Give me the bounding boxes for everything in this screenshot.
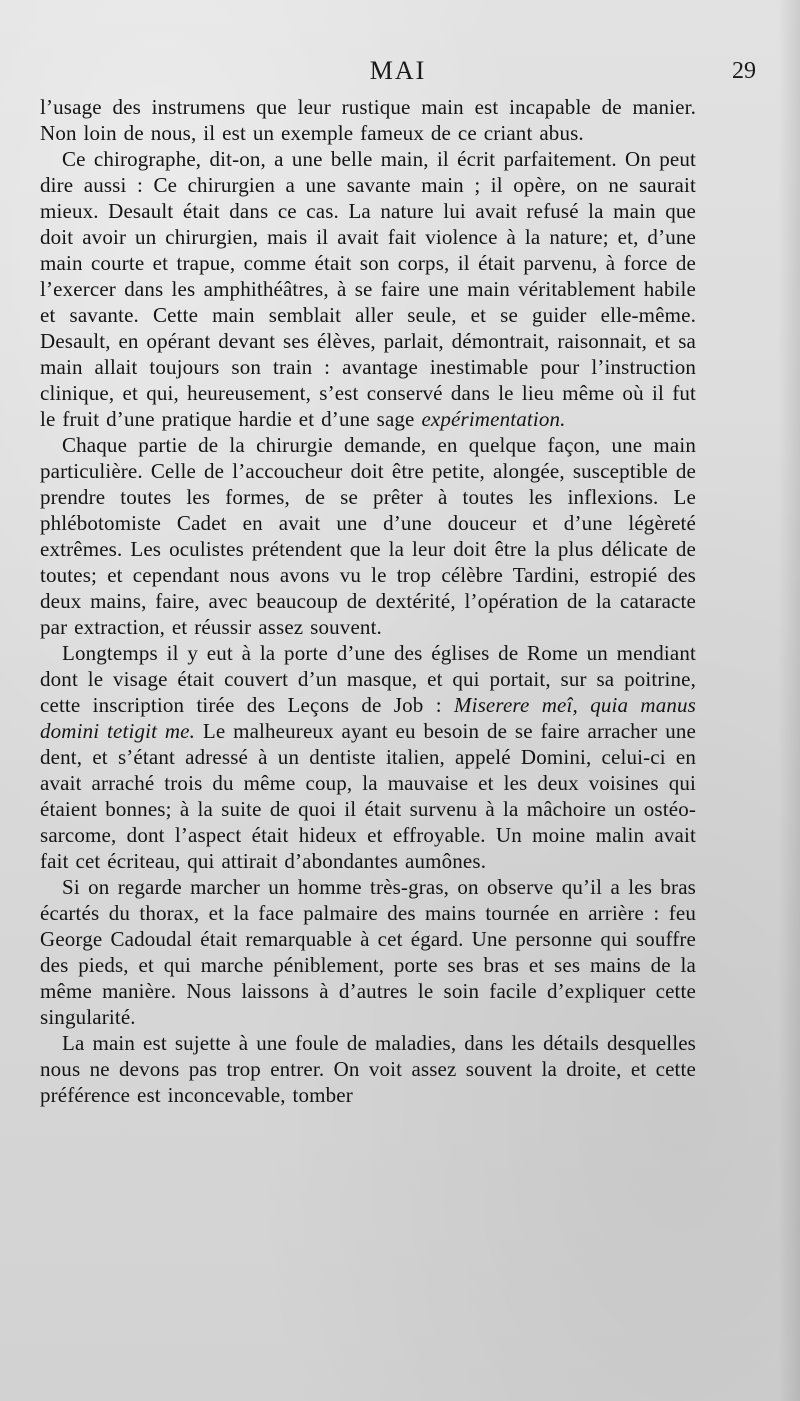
page-edge-shadow (778, 0, 800, 1401)
paragraph-continuation (40, 94, 696, 146)
paragraph-text: La main est sujette à une foule de maladies, dans les détails desquelles nous ne devons pas trop entrer. On voit assez souvent la droite, et cette préférence est inconcevable, tomber (40, 1031, 696, 1107)
paragraph-rome (40, 640, 696, 874)
paragraph-text: l’usage des instrumens que leur rustique main est incapable de manier. Non loin de nous, il est un exemple fameux de ce criant abus. (40, 95, 696, 145)
body-text (40, 94, 696, 1108)
paragraph-text: Chaque partie de la chirurgie demande, en quelque façon, une main particulière. Celle de l’accoucheur doit être petite, alongée, susceptible de prendre toutes les formes, de se prêter à toutes les inflexions. Le phlébotomiste Cadet en avait une d’une douceur et d’une légèreté extrêmes. Les oculistes prétendent que la leur doit être la plus délicate de toutes; et cependant nous avons vu le trop célèbre Tardini, estropié des deux mains, faire, avec beaucoup de dextérité, l’opération de la cataracte par extraction, et réussir assez souvent. (40, 433, 696, 639)
page-number: 29 (732, 58, 756, 84)
paragraph-text: Si on regarde marcher un homme très-gras, on observe qu’il a les bras écartés du thorax, et la face palmaire des mains tournée en arrière : feu George Cadoudal était remarquable à cet égard. Une personne qui souffre des pieds, et qui marche péniblement, porte ses bras et ses mains de la même manière. Nous laissons à d’autres le soin facile d’expliquer cette singularité. (40, 875, 696, 1029)
paragraph-tres-gras (40, 874, 696, 1030)
italic-quote: Miserere meî, quia manus domini tetigit me. (40, 693, 697, 743)
running-head: MAI (369, 56, 427, 85)
paragraph-text-after: Le malheureux ayant eu besoin de se faire arracher une dent, et s’étant adressé à un dentiste italien, appelé Domini, celui-ci en avait arraché trois du même coup, la mauvaise et les deux voisines qui étaient bonnes; à la suite de quoi il était survenu à la mâchoire un ostéo-sarcome, dont l’aspect était hideux et effroyable. Un moine malin avait fait cet écriteau, qui attirait d’abondantes aumônes. (40, 719, 697, 873)
paragraph-chirurgie (40, 432, 696, 640)
italic-phrase: expérimentation. (421, 407, 566, 431)
paragraph-desault (40, 146, 696, 432)
paragraph-text: Longtemps il y eut à la porte d’une des églises de Rome un mendiant dont le visage était couvert d’un masque, et qui portait, sur sa poitrine, cette inscription tirée des Leçons de Job : (40, 641, 696, 717)
paragraph-text: Ce chirographe, dit-on, a une belle main, il écrit parfaitement. On peut dire aussi : Ce chirurgien a une savante main ; il opère, on ne saurait mieux. Desault était dans ce cas. La nature lui avait refusé la main que doit avoir un chirurgien, mais il avait fait violence à la nature; et, d’une main courte et trapue, comme était son corps, il était parvenu, à force de l’exercer dans les amphithéâtres, à se faire une main véritablement habile et savante. Cette main semblait aller seule, et se guider elle-même. Desault, en opérant devant ses élèves, parlait, démontrait, raisonnait, et sa main allait toujours son train : avantage inestimable pour l’instruction clinique, et qui, heureusement, s’est conservé dans le lieu même où il fut le fruit d’une pratique hardie et d’une sage (40, 147, 696, 431)
page-header (40, 56, 756, 92)
paragraph-maladies (40, 1030, 696, 1108)
